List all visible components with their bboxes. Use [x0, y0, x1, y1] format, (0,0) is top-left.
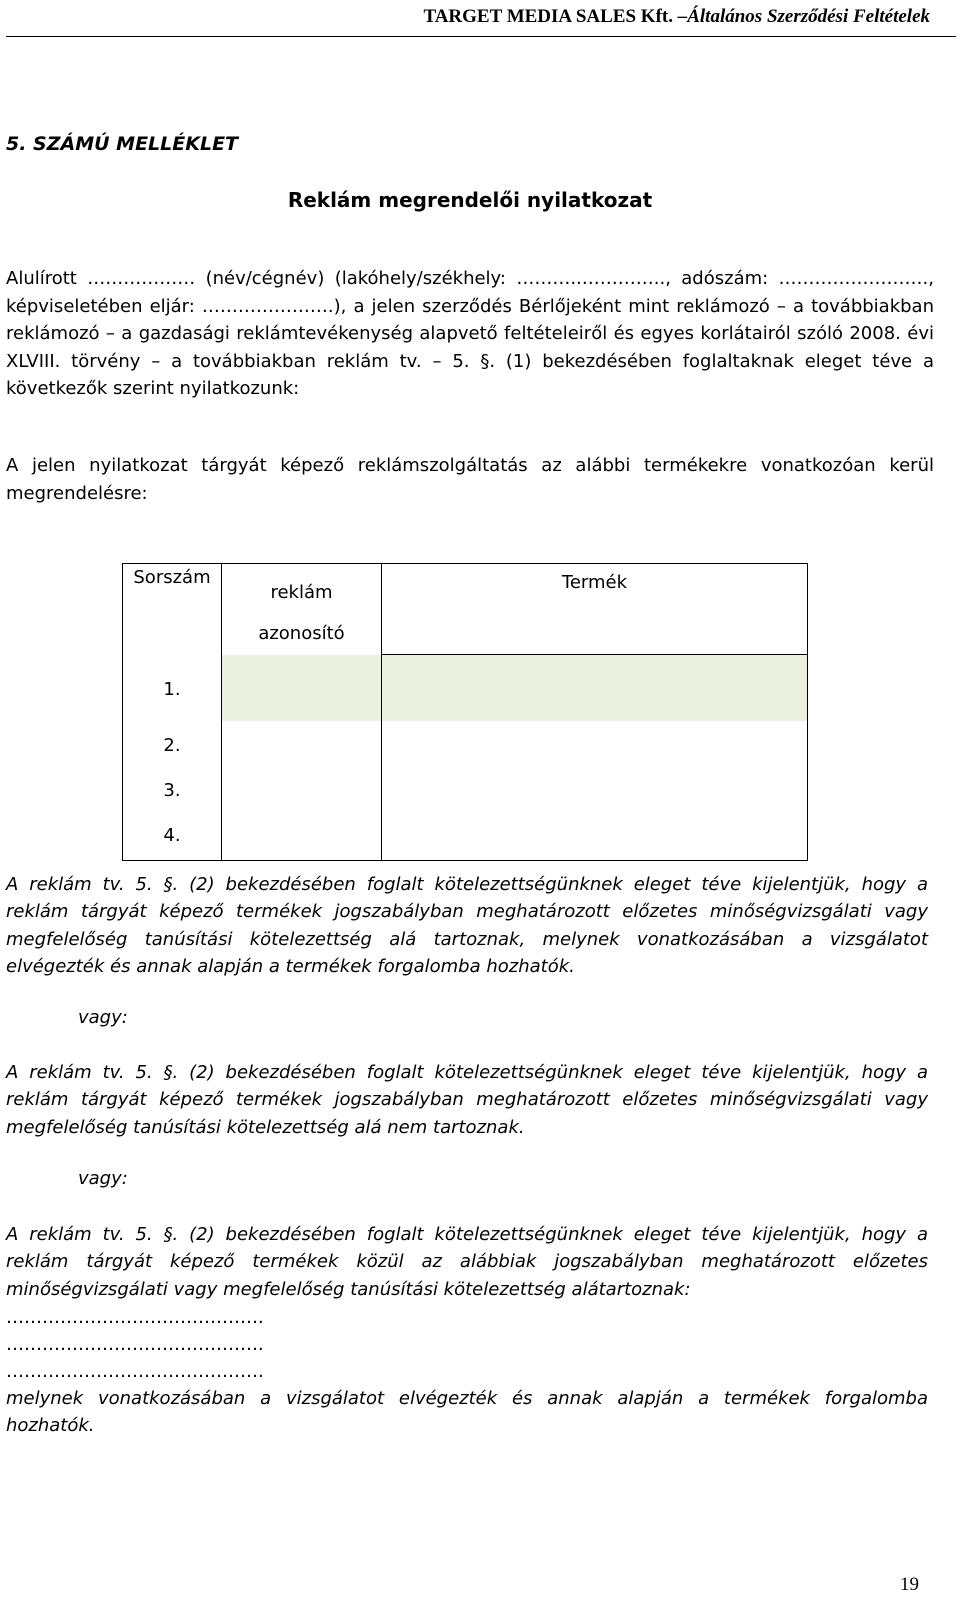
header-ad-id-line1: reklám	[270, 582, 333, 603]
table-row	[123, 721, 808, 766]
dotted-fill-line[interactable]: …………………………………….	[6, 1334, 264, 1355]
dotted-fill-line[interactable]: …………………………………….	[6, 1307, 264, 1328]
header-company: TARGET MEDIA SALES Kft.	[423, 6, 673, 27]
header-doc-name: Általános Szerződési Feltételek	[687, 6, 930, 27]
row-number: 1.	[123, 655, 222, 722]
table-row	[123, 811, 808, 861]
row-number: 4.	[123, 811, 222, 861]
page-header	[423, 6, 930, 28]
header-product: Termék	[382, 564, 808, 655]
product-cell[interactable]	[382, 721, 808, 766]
document-title: Reklám megrendelői nyilatkozat	[287, 188, 653, 212]
header-separator: –	[672, 6, 688, 27]
option-3-paragraph: A reklám tv. 5. §. (2) bekezdésében foglalt kötelezettségünknek eleget téve kijelentjük, hogy a reklám tárgyát képező termékek közül az alábbiak jogszabályban meghatározott előzetes minőségvizsgálati vagy megfelelőség tanúsítási kötelezettség alátartoznak:	[6, 1224, 928, 1300]
ad-id-cell[interactable]	[222, 721, 382, 766]
ad-id-cell[interactable]	[222, 655, 382, 722]
header-ad-id	[222, 564, 382, 655]
option-3-conclusion: melynek vonatkozásában a vizsgálatot elvégezték és annak alapján a termékek forgalomba hozhatók.	[6, 1388, 928, 1437]
ad-id-cell[interactable]	[222, 766, 382, 811]
page-number: 19	[900, 1574, 919, 1595]
header-number: Sorszám	[123, 564, 222, 655]
product-cell[interactable]	[382, 811, 808, 861]
subject-paragraph: A jelen nyilatkozat tárgyát képező reklámszolgáltatás az alábbi termékekre vonatkozóan kerül megrendelésre:	[6, 455, 934, 504]
dotted-fill-line[interactable]: …………………………………….	[6, 1361, 264, 1382]
row-number: 2.	[123, 721, 222, 766]
table-row	[123, 766, 808, 811]
product-cell[interactable]	[382, 655, 808, 722]
ad-id-cell[interactable]	[222, 811, 382, 861]
option-2-paragraph: A reklám tv. 5. §. (2) bekezdésében foglalt kötelezettségünknek eleget téve kijelentjük, hogy a reklám tárgyát képező termékek jogszabályban meghatározott előzetes minőségvizsgálati vagy megfelelőség tanúsítási kötelezettség alá nem tartoznak.	[6, 1062, 928, 1138]
row-number: 3.	[123, 766, 222, 811]
product-table	[122, 563, 808, 861]
header-ad-id-line2: azonosító	[258, 623, 345, 644]
table-header-row	[123, 564, 808, 655]
table-row	[123, 655, 808, 722]
annex-title: 5. SZÁMÚ MELLÉKLET	[6, 133, 239, 155]
intro-paragraph: Alulírott ……………… (név/cégnév) (lakóhely/székhely: ………..………….., adószám: ……………………., képviseletében eljár: ………………….), a jelen szerződés Bérlőjeként mint reklámozó – a továbbiakban reklámozó – a gazdasági reklámtevékenység alapvető feltételeiről és egyes korlátairól szóló 2008. évi XLVIII. törvény – a továbbiakban reklám tv. – 5. §. (1) bekezdésében foglaltaknak eleget téve a következők szerint nyilatkozunk:	[6, 268, 934, 399]
product-cell[interactable]	[382, 766, 808, 811]
or-label: vagy:	[78, 1007, 128, 1028]
or-label: vagy:	[78, 1168, 128, 1189]
option-1-paragraph: A reklám tv. 5. §. (2) bekezdésében foglalt kötelezettségünknek eleget téve kijelentjük, hogy a reklám tárgyát képező termékek jogszabályban meghatározott előzetes minőségvizsgálati vagy megfelelőség tanúsítási kötelezettség alá tartoznak, melynek vonatkozásában a vizsgálatot elvégezték és annak alapján a termékek forgalomba hozhatók.	[6, 874, 928, 977]
header-rule	[6, 36, 956, 37]
